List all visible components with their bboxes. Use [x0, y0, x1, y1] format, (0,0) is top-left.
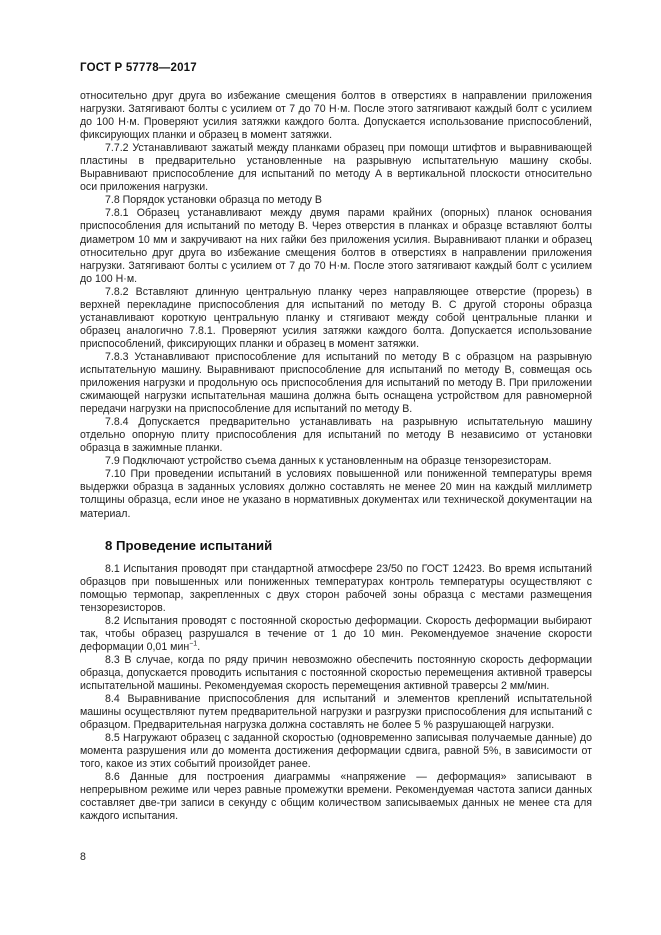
section-title-8: 8 Проведение испытаний — [105, 537, 273, 553]
paragraph-7-8-4: 7.8.4 Допускается предварительно устанавливать на разрывную испытательную машину отдельно опорную плиту приспособления для испытаний по методу В независимо от установки образца в зажимные планки. — [80, 416, 592, 455]
paragraph-8-2-text: 8.2 Испытания проводят с постоянной скоростью деформации. Скорость деформации выбирают так, чтобы образец разрушался в течение от 1 до 10 мин. Рекомендуемое значение скорости деформации 0,01 мин — [80, 614, 592, 653]
paragraph-7-7-2: 7.7.2 Устанавливают зажатый между планками образец при помощи штифтов и выравнивающей пластины в предварительно установленные на разрывную испытательную машину скобы. Выравнивают приспособление для испытаний по методу А в вертикальной плоскости относительно оси приложения нагрузки. — [80, 142, 592, 194]
paragraph-8-6: 8.6 Данные для построения диаграммы «напряжение — деформация» записывают в непрерывном режиме или через равные промежутки времени. Рекомендуемая частота записи данных составляет две-три записи в секунду с общим количеством записываемых данных не менее ста для каждого испытания. — [80, 771, 592, 823]
paragraph-7-8: 7.8 Порядок установки образца по методу В — [105, 194, 322, 207]
paragraph-7-9: 7.9 Подключают устройство съема данных к установленным на образце тензорезисторам. — [105, 455, 552, 468]
page-number: 8 — [80, 851, 86, 863]
paragraph-7-8-2: 7.8.2 Вставляют длинную центральную планку через направляющее отверстие (прорезь) в верхней перекладине приспособления для испытаний по методу В. С другой стороны образца устанавливают короткую центральную планку и стягивают между собой центральные планки и образец аналогично 7.8.1. Проверяют усилия затяжки каждого болта. Допускается использование приспособлений, фиксирующих планки и образец в момент затяжки. — [80, 285, 592, 350]
paragraph-8-2-superscript: −1 — [189, 640, 198, 648]
paragraph-8-2-tail: . — [197, 640, 201, 653]
paragraph-8-1: 8.1 Испытания проводят при стандартной атмосфере 23/50 по ГОСТ 12423. Во время испытаний образцов при повышенных или пониженных температурах контроль температуры осуществляют с помощью термопар, закрепленных с двух сторон рабочей зоны образца с местами размещения тензорезисторов. — [80, 562, 592, 614]
document-body — [80, 90, 592, 823]
paragraph-8-4: 8.4 Выравнивание приспособления для испытаний и элементов креплений испытательной машины осуществляют путем предварительной нагрузки и разгрузки приспособления для испытаний с образцом. Предварительная нагрузка должна составлять не более 5 % разрушающей нагрузки. — [80, 693, 592, 732]
paragraph-8-5: 8.5 Нагружают образец с заданной скоростью (одновременно записывая получаемые данные) до момента разрушения или до момента достижения деформации сдвига, равной 5%, в зависимости от того, какое из этих событий произойдет ранее. — [80, 732, 592, 771]
paragraph-7-7-1-continued: относительно друг друга во избежание смещения болтов в отверстиях в направлении приложения нагрузки. Затягивают болты с усилием от 7 до 70 Н·м. После этого затягивают каждый болт с усилием до 100 Н·м. Проверяют усилия затяжки каждого болта. Допускается использование приспособлений, фиксирующих планки и образец в момент затяжки. — [80, 90, 592, 142]
document-header: ГОСТ Р 57778—2017 — [80, 62, 197, 74]
paragraph-7-10: 7.10 При проведении испытаний в условиях повышенной или пониженной температуры время выдержки образца в заданных условиях должно составлять не менее 20 мин на каждый миллиметр толщины образца, если иное не указано в нормативных документах или технической документации на материал. — [80, 468, 592, 520]
paragraph-7-8-3: 7.8.3 Устанавливают приспособление для испытаний по методу В с образцом на разрывную испытательную машину. Выравнивают приспособление для испытаний по методу В, совмещая ось приложения нагрузки и продольную ось приспособления для испытаний по методу В. При приложении сжимающей нагрузки испытательная машина должна быть оснащена устройством для равномерной передачи нагрузки на приспособление для испытаний по методу В. — [80, 350, 592, 416]
paragraph-7-8-1: 7.8.1 Образец устанавливают между двумя парами крайних (опорных) планок основания приспособления для испытаний по методу В. Через отверстия в планках и образце вставляют болты диаметром 10 мм и закручивают на них гайки без приложения усилия. Выравнивают планки и образец относительно друг друга во избежание смещения болтов в отверстиях в направлении приложения нагрузки. Затягивают болты с усилием от 7 до 70 Н·м. После этого затягивают каждый болт с усилием до 100 Н·м. — [80, 207, 592, 285]
paragraph-8-3: 8.3 В случае, когда по ряду причин невозможно обеспечить постоянную скорость деформации образца, допускается проводить испытания с постоянной скоростью перемещения активной траверсы испытательной машины. Рекомендуемая скорость перемещения активной траверсы 2 мм/мин. — [80, 653, 592, 692]
paragraph-8-2 — [80, 615, 592, 654]
